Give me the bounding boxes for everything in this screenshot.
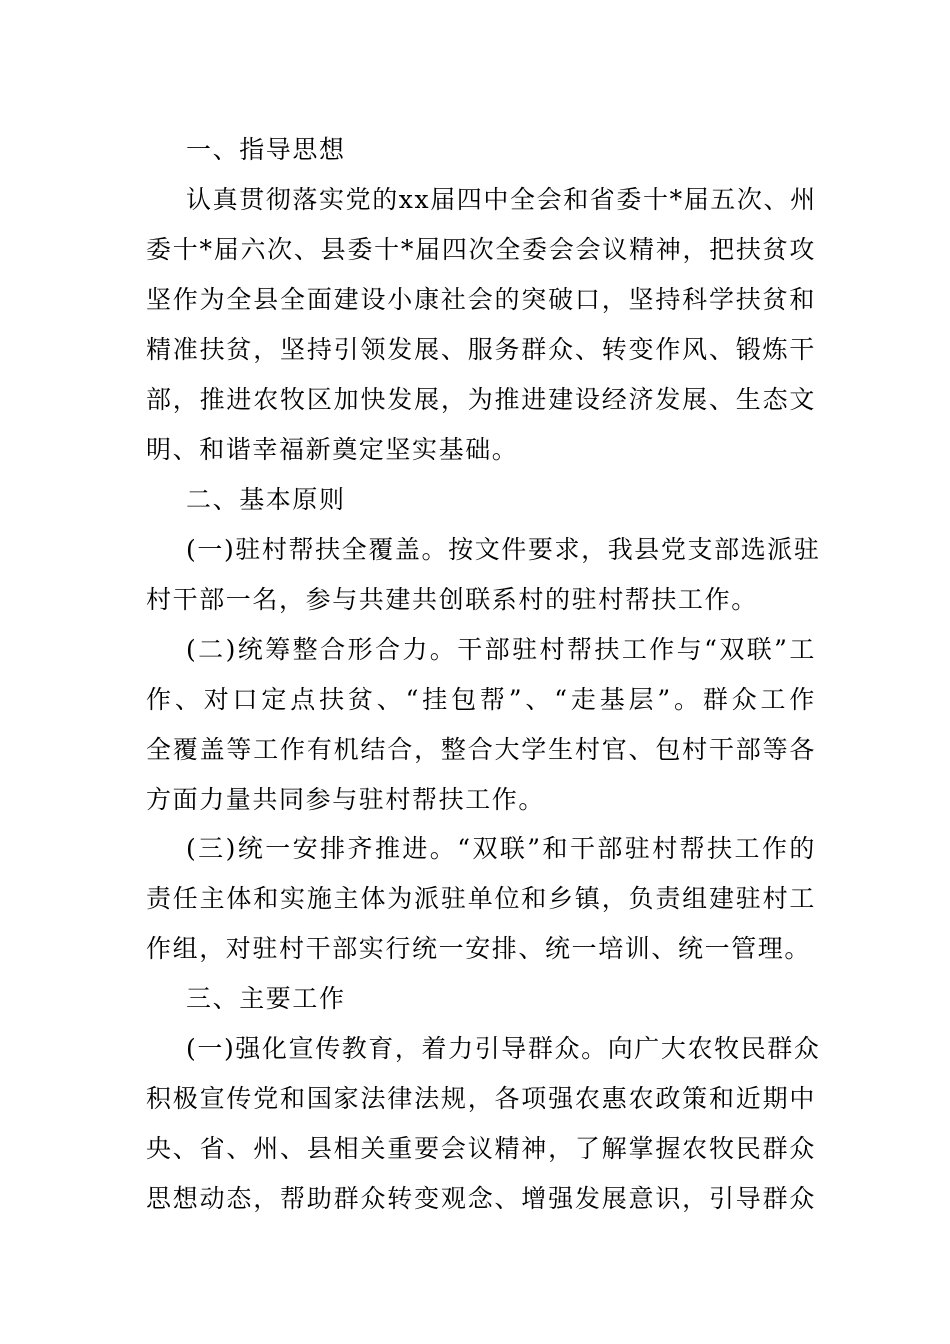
heading-basic-principles: 二、基本原则 [186, 485, 346, 514]
paragraph-line: 精准扶贫，坚持引领发展、服务群众、转变作风、锻炼干 [146, 335, 816, 364]
heading-guiding-ideology: 一、指导思想 [186, 135, 346, 164]
paragraph-line: (一)驻村帮扶全覆盖。按文件要求，我县党支部选派驻 [186, 535, 821, 564]
paragraph-line: 全覆盖等工作有机结合，整合大学生村官、包村干部等各 [146, 735, 816, 764]
paragraph-line: 村干部一名，参与共建共创联系村的驻村帮扶工作。 [146, 585, 758, 614]
paragraph-line: 央、省、州、县相关重要会议精神，了解掌握农牧民群众 [146, 1134, 816, 1163]
paragraph-line: 方面力量共同参与驻村帮扶工作。 [146, 785, 546, 814]
paragraph-line: (二)统筹整合形合力。干部驻村帮扶工作与“双联”工 [186, 635, 816, 664]
paragraph-line: (一)强化宣传教育，着力引导群众。向广大农牧民群众 [186, 1034, 821, 1063]
paragraph-line: 思想动态，帮助群众转变观念、增强发展意识，引导群众 [146, 1184, 816, 1213]
heading-main-work: 三、主要工作 [186, 984, 346, 1013]
paragraph-line: 作组，对驻村干部实行统一安排、统一培训、统一管理。 [146, 934, 812, 963]
paragraph-line: (三)统一安排齐推进。“双联”和干部驻村帮扶工作的 [186, 834, 816, 863]
paragraph-line: 认真贯彻落实党的xx届四中全会和省委十*届五次、州 [186, 185, 817, 214]
paragraph-line: 部，推进农牧区加快发展，为推进建设经济发展、生态文 [146, 385, 816, 414]
paragraph-line: 积极宣传党和国家法律法规，各项强农惠农政策和近期中 [146, 1084, 816, 1113]
paragraph-line: 坚作为全县全面建设小康社会的突破口，坚持科学扶贫和 [146, 285, 816, 314]
paragraph-line: 责任主体和实施主体为派驻单位和乡镇，负责组建驻村工 [146, 884, 816, 913]
paragraph-line: 委十*届六次、县委十*届四次全委会会议精神，把扶贫攻 [146, 235, 816, 264]
paragraph-line: 明、和谐幸福新奠定坚实基础。 [146, 435, 519, 464]
paragraph-line: 作、对口定点扶贫、“挂包帮”、“走基层”。群众工作 [146, 685, 816, 714]
